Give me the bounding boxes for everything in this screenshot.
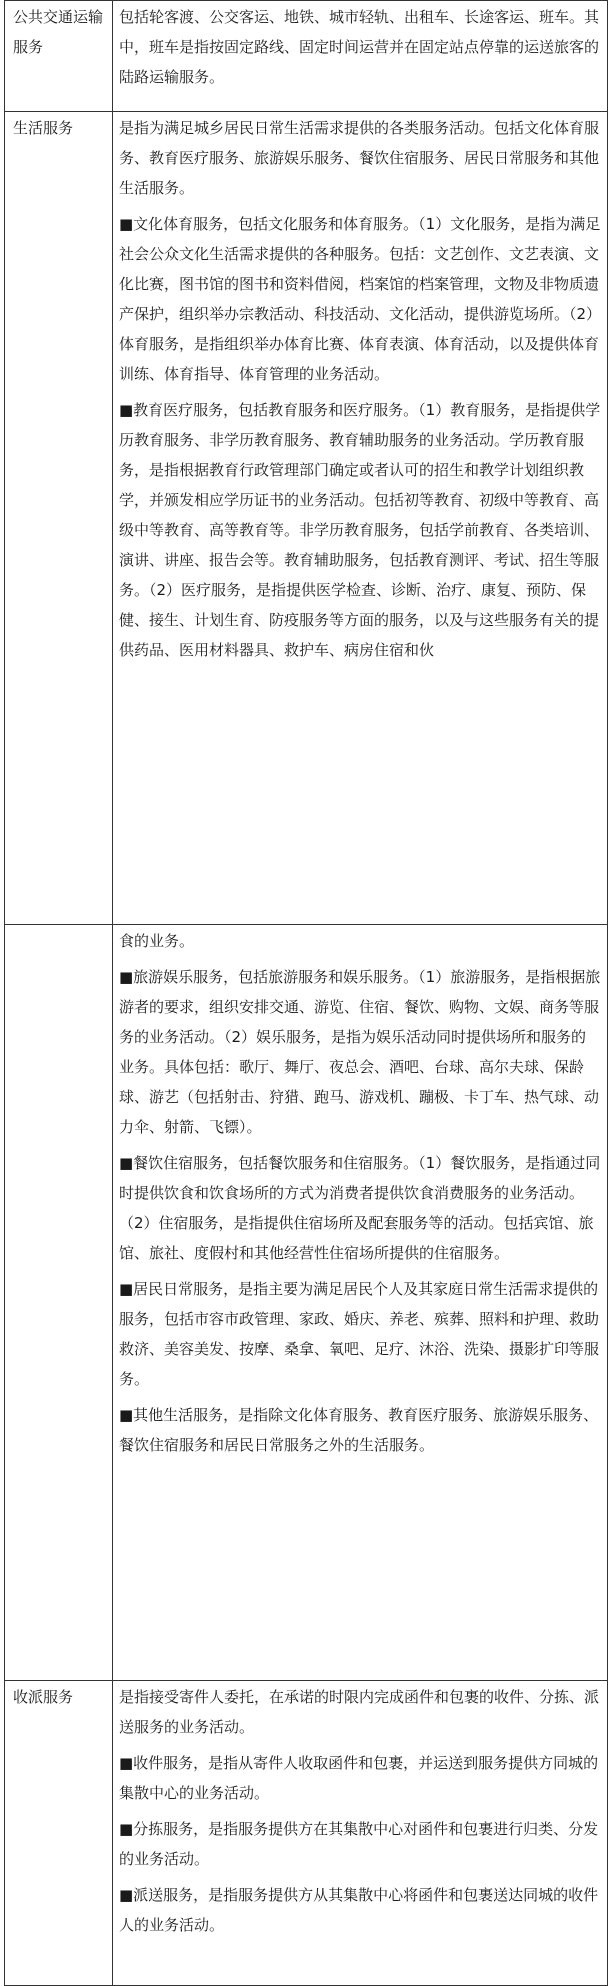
table-row [5,112,608,925]
description-paragraph: 食的业务。 [119,932,195,950]
description-paragraph: ■分拣服务，是指服务提供方在其集散中心对函件和包裹进行归类、分发的业务活动。 [119,1820,599,1868]
description-paragraph: ■收件服务，是指从寄件人收取函件和包裹，并运送到服务提供方同城的集散中心的业务活动。 [119,1754,599,1802]
category-cell: 公共交通运输服务 [5,1,113,112]
description-cell [113,1,608,112]
description-paragraph: 是指为满足城乡居民日常生活需求提供的各类服务活动。包括文化体育服务、教育医疗服务、旅游娱乐服务、餐饮住宿服务、居民日常服务和其他生活服务。 [119,119,600,197]
table-row [5,925,608,1681]
description-paragraph: 包括轮客渡、公交客运、地铁、城市轻轨、出租车、长途客运、班车。其中，班车是指按固定路线、固定时间运营并在固定站点停靠的运送旅客的陆路运输服务。 [119,8,600,86]
table-row [5,1681,608,1986]
description-cell [113,112,608,925]
description-cell [113,925,608,1681]
category-cell: 收派服务 [5,1681,113,1986]
category-cell: 生活服务 [5,112,113,925]
description-paragraph: ■教育医疗服务，包括教育服务和医疗服务。（1）教育服务，是指提供学历教育服务、非学历教育服务、教育辅助服务的业务活动。学历教育服务，是指根据教育行政管理部门确定或者认可的招生和教学计划组织教学，并颁发相应学历证书的业务活动。包括初等教育、初级中等教育、高级中等教育、高等教育等。非学历教育服务，包括学前教育、各类培训、演讲、讲座、报告会等。教育辅助服务，包括教育测评、考试、招生等服务。（2）医疗服务，是指提供医学检查、诊断、治疗、康复、预防、保健、接生、计划生育、防疫服务等方面的服务，以及与这些服务有关的提供药品、医用材料器具、救护车、病房住宿和伙 [119,401,601,659]
description-paragraph: ■派送服务，是指服务提供方从其集散中心将函件和包裹送达同城的收件人的业务活动。 [119,1886,599,1934]
description-paragraph: ■餐饮住宿服务，包括餐饮服务和住宿服务。（1）餐饮服务，是指通过同时提供饮食和饮食场所的方式为消费者提供饮食消费服务的业务活动。（2）住宿服务，是指提供住宿场所及配套服务等的活动。包括宾馆、旅馆、旅社、度假村和其他经营性住宿场所提供的住宿服务。 [119,1154,601,1262]
category-cell-continued [5,925,113,1681]
table-row [5,1,608,112]
description-cell [113,1681,608,1986]
service-category-table [4,0,608,1986]
description-paragraph: 是指接受寄件人委托，在承诺的时限内完成函件和包裹的收件、分拣、派送服务的业务活动。 [119,1688,600,1736]
description-paragraph: ■文化体育服务，包括文化服务和体育服务。（1）文化服务，是指为满足社会公众文化生活需求提供的各种服务。包括：文艺创作、文艺表演、文化比赛，图书馆的图书和资料借阅，档案馆的档案管理，文物及非物质遗产保护，组织举办宗教活动、科技活动、文化活动，提供游览场所。（2）体育服务，是指组织举办体育比赛、体育表演、体育活动，以及提供体育训练、体育指导、体育管理的业务活动。 [119,215,601,383]
description-paragraph: ■其他生活服务，是指除文化体育服务、教育医疗服务、旅游娱乐服务、餐饮住宿服务和居民日常服务之外的生活服务。 [119,1406,599,1454]
description-paragraph: ■居民日常服务，是指主要为满足居民个人及其家庭日常生活需求提供的服务，包括市容市政管理、家政、婚庆、养老、殡葬、照料和护理、救助救济、美容美发、按摩、桑拿、氧吧、足疗、沐浴、洗染、摄影扩印等服务。 [119,1280,600,1388]
description-paragraph: ■旅游娱乐服务，包括旅游服务和娱乐服务。（1）旅游服务，是指根据旅游者的要求，组织安排交通、游览、住宿、餐饮、购物、文娱、商务等服务的业务活动。（2）娱乐服务，是指为娱乐活动同时提供场所和服务的业务。具体包括：歌厅、舞厅、夜总会、酒吧、台球、高尔夫球、保龄球、游艺（包括射击、狩猎、跑马、游戏机、蹦极、卡丁车、热气球、动力伞、射箭、飞镖）。 [119,968,601,1136]
